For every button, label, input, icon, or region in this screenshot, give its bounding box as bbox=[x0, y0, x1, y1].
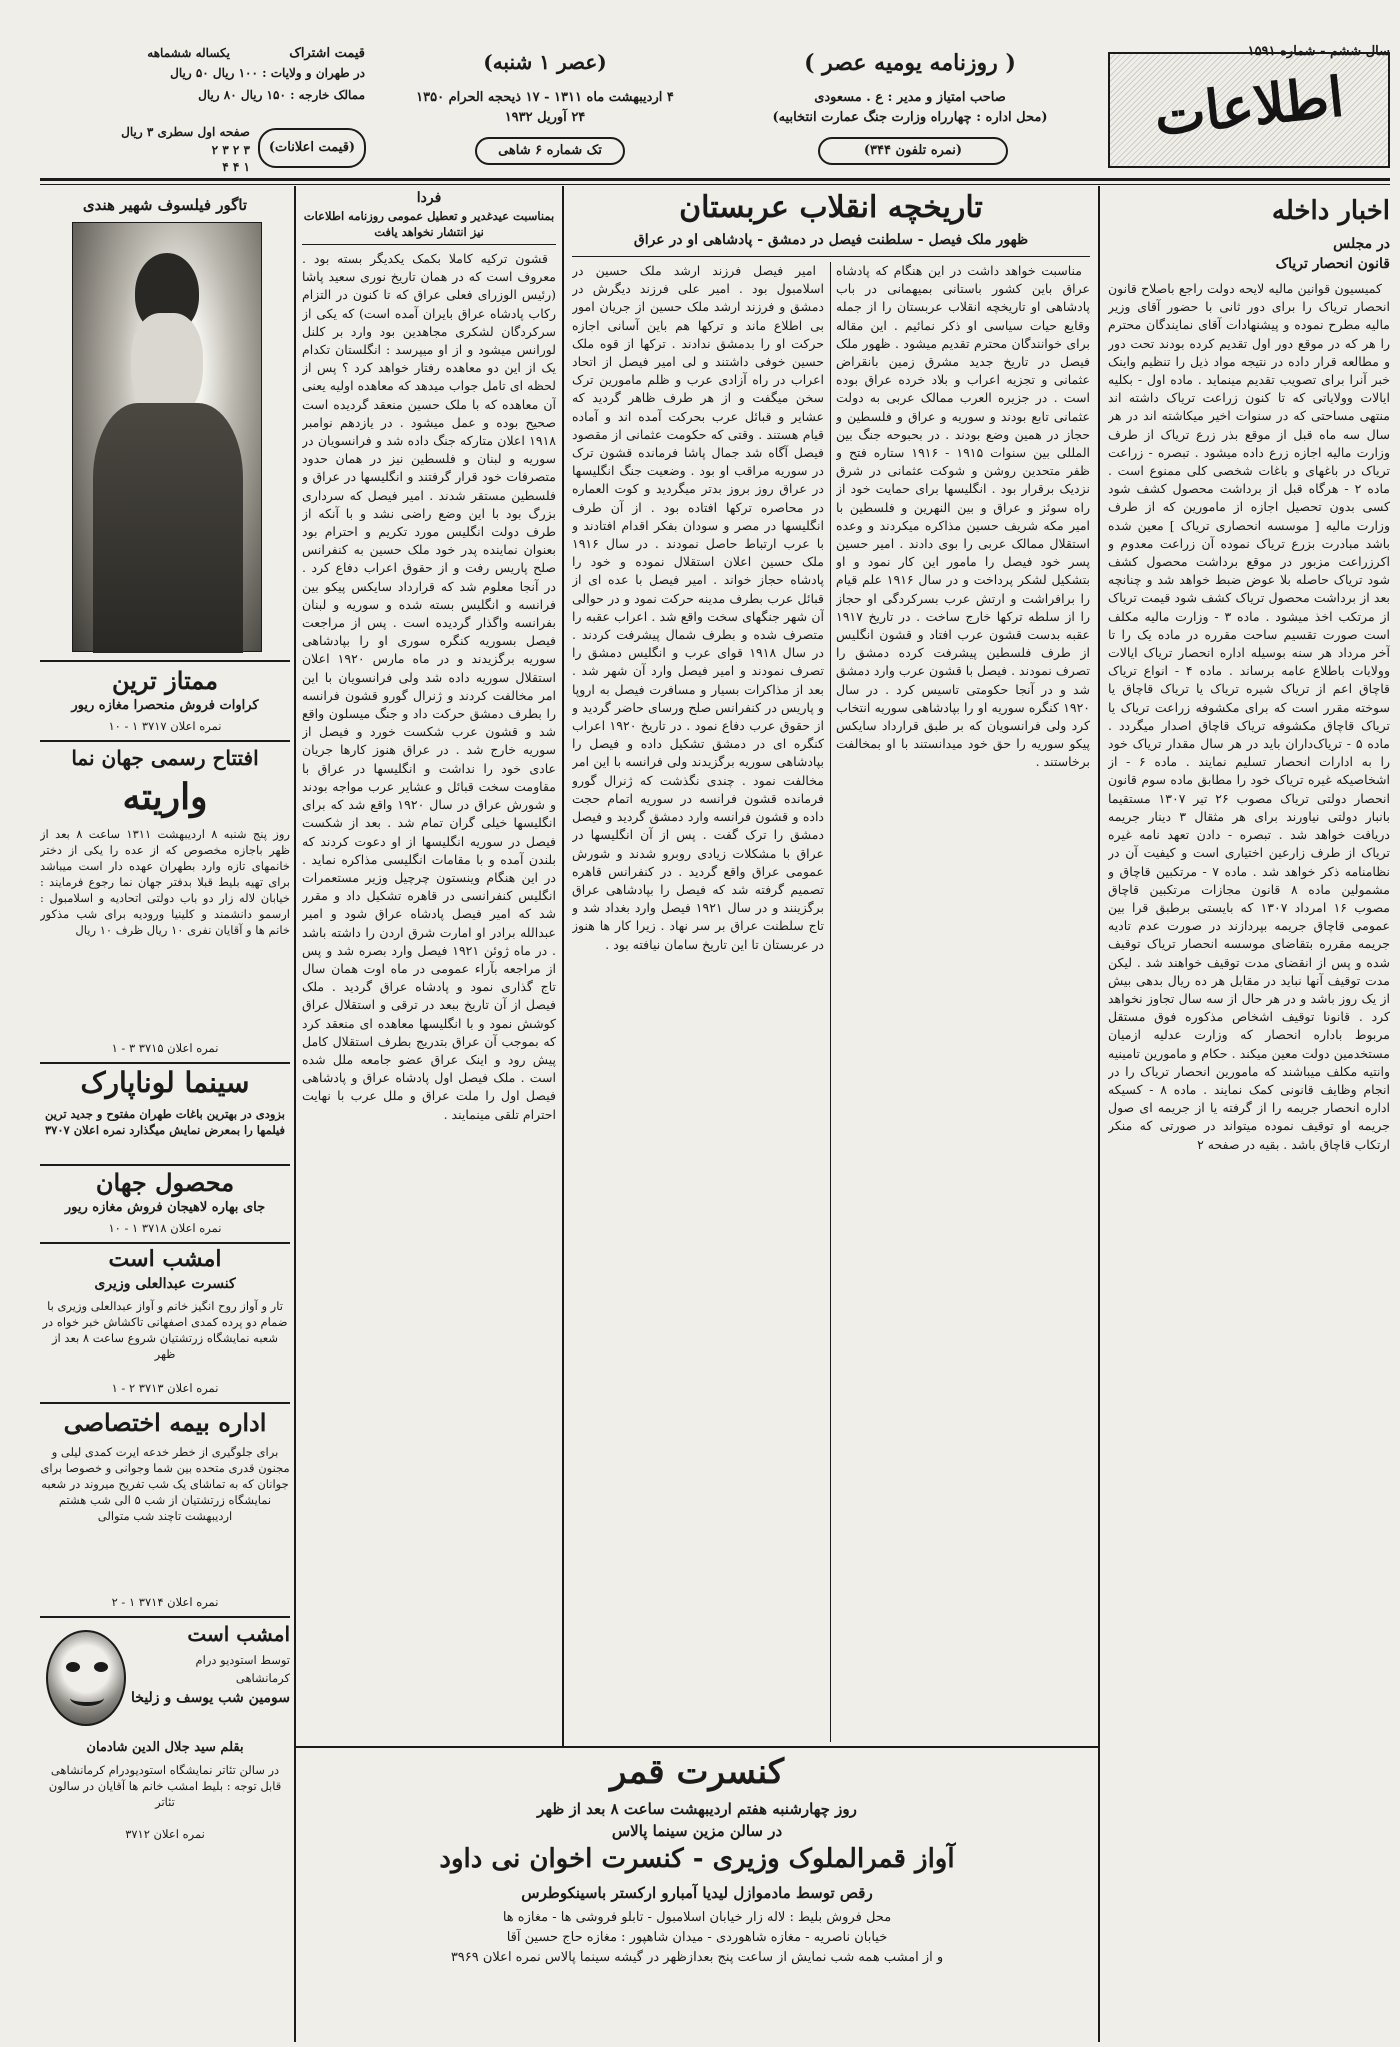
tonight2-line-3: سومین شب یوسف و زلیخا bbox=[131, 1690, 290, 1706]
history-mid-rule bbox=[830, 262, 831, 1742]
date-line-2: ۲۴ آوریل ۱۹۳۲ bbox=[504, 110, 586, 125]
office-line: (محل اداره : چهارراه وزارت جنگ عمارت انتخابیه) bbox=[772, 110, 1048, 125]
tonight2-author: بقلم سید جلال الدین شادمان bbox=[86, 1740, 244, 1755]
concert-top-rule bbox=[296, 1746, 1098, 1748]
ads-price-box: (قیمت اعلانات) bbox=[258, 128, 366, 168]
insurance-text: برای جلوگیری از خطر خدعه ایرت کمدی لیلی و مجنون قدری متحده بین شما وجوانی و خصوصا برای جوانان که به تماشای یک شب تفریح میروند در شعبه نمایشگاه زرتشتیان از شب ۵ الی شب هشتم اردیبهشت تاچند شب متوالی bbox=[40, 1445, 290, 1523]
history-text-right: مناسبت خواهد داشت در این هنگام که پادشاه عراق باین کشور باستانی بمیهمانی در باب پادشاهی او تاریخچه انقلاب عربستان را از جمله وقایع حیات سیاسی او ذکر نمائیم . این مقاله برای خوانندگان محترم تقدیم میشود . ظهور ملک فیصل در تاریخ جدید مشرق زمین بانقراض عثمانی و تجزیه اعراب و بلاد خرده عراق بوده است . در جزیره العرب ممالک عربی به دولت عثمانی تابع بودند و سوریه و عراق و فلسطین و حجاز در همین وضع بودند . در بحبوحه جنگ بین المللی بین سنوات ۱۹۱۵ - ۱۹۱۶ ستاره فتح و ظفر متحدین روشن و شوکت عثمانی در شرق نزدیک برقرار بود . انگلیسها برای حمایت خود از راه سوئز و عراق و بین النهرین و فلسطین با امیر مکه شریف حسین مذاکره میکردند و وعده استقلال ممالک عربی را بوی دادند . امیر حسین پسر خود فیصل را مامور این کار نمود و او بتشکیل لشکر پرداخت و در سال ۱۹۱۶ علم قیام را برافراشت و ارتش عرب بسرکردگی او حجاز را از سلطه ترکها خارج ساخت . در تاریخ ۱۹۱۷ عقبه بدست قشون عرب افتاد و قشون انگلیس از طرف فلسطین پیشرفت کرده دمشق را تصرف نمودند . فیصل با قشون عرب وارد دمشق شد و در آنجا حکومتی تاسیس کرد . در سال ۱۹۲۰ کنگره سوریه او را بپادشاهی سوریه انتخاب کرد ولی فرانسویان که بر طبق قرارداد سایکس پیکو سوریه را حق خود میدانستند با او بمخالفت برخاستند . bbox=[836, 263, 1090, 770]
tonight2-title: امشب است bbox=[187, 1622, 290, 1646]
concert-line-6: خیابان ناصریه - مغازه شاهوردی - میدان شاهپور : مغازه حاج حسین آقا bbox=[506, 1930, 888, 1945]
editorial-body bbox=[302, 250, 556, 1742]
mahsul-sub: جای بهاره لاهیجان فروش مغازه ریور bbox=[64, 1200, 266, 1215]
news-subheading-opium: قانون انحصار تریاک bbox=[1275, 256, 1390, 272]
edition-line: (عصر ۱ شنبه) bbox=[483, 50, 607, 74]
tonight2-number: نمره اعلان ۳۷۱۲ bbox=[125, 1827, 205, 1841]
concert-line-3: آواز قمرالملوک وزیری - کنسرت اخوان نی داود bbox=[439, 1844, 955, 1874]
tonight-sub: کنسرت عبدالعلی وزیری bbox=[94, 1276, 236, 1292]
year-issue: سال ششم - شماره ۱۵۹۱ bbox=[1247, 44, 1390, 59]
history-text-left: امیر فیصل فرزند ارشد ملک حسین در اسلامبول بود . امیر علی فرزند دیگرش در دمشق و فرزند ارشد ملک حسین از جریان امور بی اطلاع ماند و ترکها هم باین آسانی اجازه حرکت او را بدمشق ندادند . ترکها از قوه ملک حسین خوفی داشتند و لی امیر فیصل از اتحاد اعراب در راه آزادی عرب و ظلم مامورین ترک سخن میگفت و از هر طرف ظاهر گردید که عشایر و قبائل عرب بحرکت آمده اند و آماده قیام هستند . وقتی که حکومت عثمانی از مقصود فیصل آگاه شد جمال پاشا فرمانده قشون ترک در سوریه مراقب او بود . وضعیت جنگ انگلیسها در عراق روز بروز بدتر میگردید و کوت العماره در محاصره ترکها افتاده بود . از آن طرف انگلیسها در مصر و سودان بفکر اقدام افتادند و با عرب ارتباط حاصل نمودند . در سال ۱۹۱۶ ملک حسین اعلان استقلال نموده و خود را پادشاه حجاز خواند . امیر فیصل با عده ای از قبائل عرب بطرف مدینه حرکت نمود و در حوالی آن شهر جنگهای سخت واقع شد . اعراب عقبه را متصرف شده و بطرف شمال پیشرفت کردند . در سال ۱۹۱۸ قوای عرب و انگلیس دمشق را تصرف نمودند و امیر فیصل وارد آن شهر شد . بعد از مذاکرات بسیار و مسافرت فیصل به اروپا و پاریس در کنفرانس صلح ورسای حاضر گردید و از حقوق عرب دفاع نمود . در تاریخ ۱۹۲۰ اعراب کنگره ای در دمشق تشکیل داده و فیصل را بپادشاهی سوریه برگزیدند ولی فرانسه با این امر مخالفت نمود . چندی نگذشت که ژنرال گورو فرمانده قشون فرانسه در سوریه اتمام حجت داده و قشون فرانسه وارد دمشق گردید و فیصل دمشق را ترک گفت . پس از آن انگلیسها در عراق با مشکلات زیادی روبرو شدند و شورش عمومی عراق واقع گردید . در کنفرانس قاهره تصمیم گرفته شد که فیصل را بپادشاهی عراق برگزینند و در سال ۱۹۲۱ فیصل وارد بغداد شد و تاج سلطنت عراق بر سر نهاد . زیرا کار ها هنوز در عربستان تا این تاریخ سامان نیافته بود . bbox=[572, 263, 824, 952]
news-body-text: کمیسیون قوانین مالیه لایحه دولت راجع باصلاح قانون انحصار تریاک را برای دور ثانی با حضور آقای وزیر مالیه مطرح نموده و پیشنهادات آقای نمایندگان محترم را هر که در موقع دور اول تقدیم کرده بودند تحت دور و مطالعه قرار داده در نتیجه مواد ذیل را تنظیم واینک خبر آنرا برای تصویب تقدیم مینماید . ماده اول - بکلیه ایالات وولایاتی که تا کنون زراعت تریاک داشته اند منتهی مساحتی که در سنوات اخیر میکاشته اند در هر سال سه ماه قبل از موقع بذر زرع تریاک از طرف وزارت مالیه اجازه زرع داده میشود . تبصره - زراعت تریاک در باغهای و باغات شخصی کلی ممنوع است . ماده ۲ - هرگاه قبل از برداشت محصول کشف شود کسی بدون تحصیل اجازه از مامورین که از طرف وزارت مالیه [ موسسه انحصاری تریاک ] معین شده باشد مبادرت بزرع تریاک نموده آن زراعت معدوم و اکرزراعت مزبور در موقع برداشت محصول کشف شود تریاک حاصله بلا عوض ضبط خواهد شد و چنانچه بعد از برداشت محصول تریاک کشف شود قیمت تریاک از مرتکب اخذ میشود . ماده ۳ - وزارت مالیه مکلف است صورت تقسیم ساحت مقرره در ماده یک را تا آخر مرداد هر سنه بوسیله اداره انحصار تریاک ایالات وولایات باطلاع عامه برساند . ماده ۴ - انواع تریاک قاچاق اعم از تریاک شیره تریاک یا تریاک قاچاق یا سوخته مقرر است که برای مکشوفه زراعت تریاک یا تریاک قاچاق مکشوفه تریاک قاچاق اصدار میگردد . ماده ۵ - تریاک‌داران باید در هر سال مقدار تریاک خود را به ادارات انحصار تسلیم نمایند . ماده ۶ - از اشخاصیکه غیره تریاک خود را مطابق ماده سوم قانون انحصار دولتی تریاک مصوب ۲۶ تیر ۱۳۰۷ مستقیما بانبار دولتی نیاورند برای هر مثقال ۳ دینار جریمه دریافت خواهد شد . تبصره - دادن تعهد نامه غیره تریاک از طرف زارعین اختیاری است و کیفیت آن در نظامنامه ذکر خواهد شد . ماده ۷ - مرتکبین قاچاق و مشمولین ماده ۸ قانون مجازات مرتکبین قاچاق مصوب ۱۶ امرداد ۱۳۰۷ که بایستی برطبق قرا بین عمومی قاچاق جریمه بپردازند در صورت عدم تادیه جریمه مقرره بتقاضای موسسه انحصار تریاک توقیف شده و پس از انقضای مدت توقیف خواهند شد . لیکن مدت توقیف آنها نباید در مقابل هر ده ریال بدهی بیش از یک روز باشد و در هر حال از سه سال تجاوز نخواهد کرد . قانونا توقیف اشخاص مذکوره فوق مستقل مربوط باداره انحصار که وزارت عدلیه ازمیان مستخدمین دولت معین میکند . حکام و مامورین تامینیه وانتیه مکلف میباشند که مامورین انحصار تریاک را در انجام وظایف قانونی کمک نمایند . ماده ۸ - کسیکه اداره انحصار جریمه را از گرفته یا از جریمه ای صول جریمه او توقیف نموده میتواند در صورتی که منکر ارتکاب قاچاق باشد . بقیه در صفحه ۲ bbox=[1108, 281, 1390, 1152]
subscription-row-1: در طهران و ولایات : ۱۰۰ ریال ۵۰ ریال bbox=[170, 66, 365, 80]
ad-rule-1 bbox=[40, 660, 290, 662]
phone-box: (نمره تلفون ۳۴۴) bbox=[818, 137, 1008, 165]
history-subtitle: ظهور ملک فیصل - سلطنت فیصل در دمشق - پادشاهی او در عراق bbox=[633, 232, 1029, 248]
concert-line-5: محل فروش بلیط : لاله زار خیابان اسلامبول - تابلو فروشی ها - مغازه ها bbox=[502, 1910, 892, 1925]
portrait-robe bbox=[93, 403, 243, 653]
ad-rule-3 bbox=[40, 1062, 290, 1064]
mask-eye-right bbox=[94, 1662, 108, 1672]
editorial-header: فردا bbox=[416, 190, 442, 206]
paper-name-line: ( روزنامه یومیه عصر ) bbox=[804, 50, 1016, 76]
column-rule-2 bbox=[562, 186, 564, 1746]
history-col-left bbox=[572, 262, 824, 1742]
tonight-text: تار و آواز روح انگیز خانم و آواز عبدالعلی وزیری با ضمام دو پرده کمدی اصفهانی تاکشاش خبر خواه در شعبه نمایشگاه زرتشتیان شروع ساعت ۸ بعد از ظهر bbox=[42, 1299, 288, 1361]
masthead-rule-thin bbox=[40, 184, 1390, 185]
tonight-title: امشب است bbox=[108, 1246, 222, 1272]
cinema-open-title: افتتاح رسمی جهان نما bbox=[71, 746, 259, 770]
cinema-number: نمره اعلان ۳۷۱۵ ۳ - ۱ bbox=[111, 1041, 219, 1055]
luna-title: سینما لوناپارک bbox=[80, 1066, 250, 1099]
ad-rule-4 bbox=[40, 1164, 290, 1166]
ad-rule-2 bbox=[40, 740, 290, 742]
ad-rule-5 bbox=[40, 1242, 290, 1244]
mask-mouth bbox=[70, 1690, 104, 1706]
mahsul-number: نمره اعلان ۳۷۱۸ ۱ - ۱۰ bbox=[108, 1221, 222, 1235]
column-rule-1 bbox=[1098, 186, 1100, 2042]
ads-price-row-1: صفحه اول سطری ۳ ریال bbox=[121, 125, 250, 139]
concert-line-1: روز چهارشنبه هفتم اردیبهشت ساعت ۸ بعد از ظهر bbox=[537, 1800, 857, 1818]
ads-price-row-3: ۱ ۴ ۴ bbox=[222, 160, 250, 174]
ad-rule-7 bbox=[40, 1616, 290, 1618]
subscription-cols: یکساله ششماهه bbox=[147, 46, 230, 60]
ad-rule-6 bbox=[40, 1402, 290, 1404]
insurance-title: اداره بیمه اختصاصی bbox=[63, 1408, 267, 1437]
mumtaz-sub: کراوات فروش منحصرا مغازه ریور bbox=[71, 698, 259, 713]
mask-eye-left bbox=[66, 1662, 80, 1672]
editorial-text: قشون ترکیه کاملا بکمک یکدیگر بسته بود . معروف است که در همان تاریخ نوری سعید پاشا (رئیس الوزرای فعلی عراق که تا کنون در التزام رکاب پادشاه عراق بایران آمده است) که یکی از سرکردگان لشکری مجاهدین بود وارد بر کلنل لورانس میشود و از او میپرسد : انگلستان تکدام یک از این دو معاهده رفتار خواهد کرد ؟ پس از لحظه ای تامل جواب میدهد که معاهده اولیه یعنی آن معاهده که با ملک حسین منعقد گردیده است صحیح بوده و عمل میشود . در یازدهم نوامبر ۱۹۱۸ اعلان متارکه جنگ داده شد و فرانسویان در سوریه و لبنان و فلسطین نیز در همان حدود متصرفات خود قرار گرفتند و انگلیسها در عراق و فلسطین مستقر شدند . امیر فیصل که سرداری بزرگ بود با این وضع راضی نشد و با آنکه از طرف دولت انگلیس مورد تکریم و احترام بود بعنوان نماینده پدر خود ملک حسین به کنفرانس صلح پاریس رفت و از حقوق اعراب دفاع کرد . در آنجا معلوم شد که قرارداد سایکس پیکو بین فرانسه و انگلیس بسته شده و سوریه و لبنان بفرانسه واگذار گردیده است . پس از مراجعت فیصل بسوریه کنگره سوری او را بپادشاهی سوریه برگزیدند و در ماه مارس ۱۹۲۰ اعلان استقلال سوریه داده شد ولی فرانسویان با این امر مخالفت کردند و ژنرال گورو قشون فرانسه را بطرف دمشق حرکت داد و جنگ میسلون واقع شد و قشون عرب شکست خورد و فیصل از سوریه خارج شد . در عراق هنوز کارها جریان عادی خود را نداشت و انگلیسها در عراق با مقاومت سخت قبائل و عشایر عرب مواجه بودند و شورش عراق در سال ۱۹۲۰ واقع شد که برای انگلیسها خیلی گران تمام شد . بعد از شکست فیصل در سوریه انگلیسها از او دعوت کردند که بلندن آمده و با مقامات انگلیسی مذاکره نماید . در این هنگام وینستون چرچیل وزیر مستعمرات انگلیس کنفرانسی در قاهره تشکیل داد و مقرر شد که امیر فیصل پادشاه عراق شود و امیر عبدالله برادر او امارت شرق اردن را داشته باشد . در ماه ژوئن ۱۹۲۱ فیصل وارد بصره شد و پس از مراجعه بآراء عمومی در ماه اوت همان سال تاج گذاری نمود و پادشاه عراق گردید . ملک فیصل از آن تاریخ ببعد در ترقی و استقلال عراق کوشش نمود و با انگلیسها معاهده ای منعقد کرد که بموجب آن عراق بتدریج بطرف استقلال کامل پیش رود و اینک عراق عضو جامعه ملل شده است . ملک فیصل اول پادشاه عراق و پادشاهی فیصل اول را ملت عراق و ملل عرب با نهایت احترام تلقی مینمایند . bbox=[302, 251, 556, 1122]
editorial-note-rule bbox=[302, 244, 556, 245]
tonight2-text: در سالن تئاتر نمایشگاه استودیودرام کرمانشاهی قابل توجه : بلیط امشب خانم ها آقایان در سالون تئاتر bbox=[48, 1763, 282, 1809]
theater-mask bbox=[46, 1630, 126, 1726]
price-box: تک شماره ۶ شاهی bbox=[475, 137, 625, 165]
date-line-1: ۴ اردیبهشت ماه ۱۳۱۱ - ۱۷ ذیحجه الحرام ۱۳۵۰ bbox=[416, 90, 674, 105]
tonight-number: نمره اعلان ۳۷۱۳ ۲ - ۱ bbox=[111, 1381, 219, 1395]
tonight2-line-2: کرمانشاهی bbox=[235, 1671, 290, 1685]
ads-price-row-2: ۳ ۲ ۳ ۲ bbox=[211, 143, 250, 157]
luna-text: بزودی در بهترین باغات طهران مفتوح و جدید ترین فیلمها را بمعرض نمایش میگذارد نمره اعلان ۳۷۰۷ bbox=[44, 1107, 286, 1137]
cinema-text: روز پنج شنبه ۸ اردیبهشت ۱۳۱۱ ساعت ۸ بعد از ظهر باجازه مخصوص که از عده را یکی از دختر خانمهای تازه وارد بطهران عهده دار است میباشد برای تهیه بلیط قبلا بدفتر جهان نما رجوع فرمایند : خیابان لاله زار دو باب دولتی اتحادیه و اسلامبول : ارسمو دانشمند و کلینیا ورودیه برای شب مذکور خانم ها و آقایان نفری ۱۰ ریال ظرف ۱۰ ریال bbox=[40, 827, 290, 937]
tagore-portrait bbox=[72, 222, 262, 652]
owner-line: صاحب امتیاز و مدیر : ع . مسعودی bbox=[814, 90, 1006, 105]
news-body bbox=[1108, 280, 1390, 2035]
history-col-right bbox=[836, 262, 1090, 1742]
mumtaz-number: نمره اعلان ۳۷۱۷ ۱ - ۱۰ bbox=[108, 719, 222, 733]
mahsul-title: محصول جهان bbox=[95, 1168, 235, 1197]
tagore-caption: تاگور فیلسوف شهیر هندی bbox=[82, 196, 248, 214]
cinema-name: واریته bbox=[122, 776, 208, 818]
column-rule-3 bbox=[294, 186, 296, 2042]
newspaper-logo bbox=[1108, 52, 1390, 168]
logo-text: اطلاعات bbox=[1151, 64, 1347, 148]
history-title-rule bbox=[572, 256, 1090, 257]
mumtaz-title: ممتاز ترین bbox=[111, 666, 219, 695]
editorial-note: بمناسبت عیدغدیر و تعطیل عمومی روزنامه اطلاعات نیز انتشار نخواهد یافت bbox=[303, 209, 555, 239]
masthead-rule bbox=[40, 178, 1390, 181]
concert-line-7: و از امشب همه شب نمایش از ساعت پنج بعدازظهر در گیشه سینما پالاس نمره اعلان ۳۹۶۹ bbox=[450, 1950, 944, 1965]
concert-line-4: رقص توسط مادموازل لیدیا آمبارو ارکستر باسینکوطرس bbox=[521, 1884, 873, 1902]
concert-line-2: در سالن مزین سینما پالاس bbox=[611, 1822, 783, 1840]
tonight2-line-1: توسط استودیو درام bbox=[195, 1653, 290, 1667]
news-heading: اخبار داخله bbox=[1271, 196, 1390, 226]
news-subheading-parliament: در مجلس bbox=[1333, 236, 1390, 252]
subscription-row-2: ممالک خارجه : ۱۵۰ ریال ۸۰ ریال bbox=[198, 88, 365, 102]
history-title: تاریخچه انقلاب عربستان bbox=[679, 190, 983, 225]
concert-title: کنسرت قمر bbox=[609, 1752, 785, 1792]
insurance-number: نمره اعلان ۳۷۱۴ ۱ - ۲ bbox=[111, 1595, 219, 1609]
subscription-title: قیمت اشتراک bbox=[289, 46, 365, 61]
